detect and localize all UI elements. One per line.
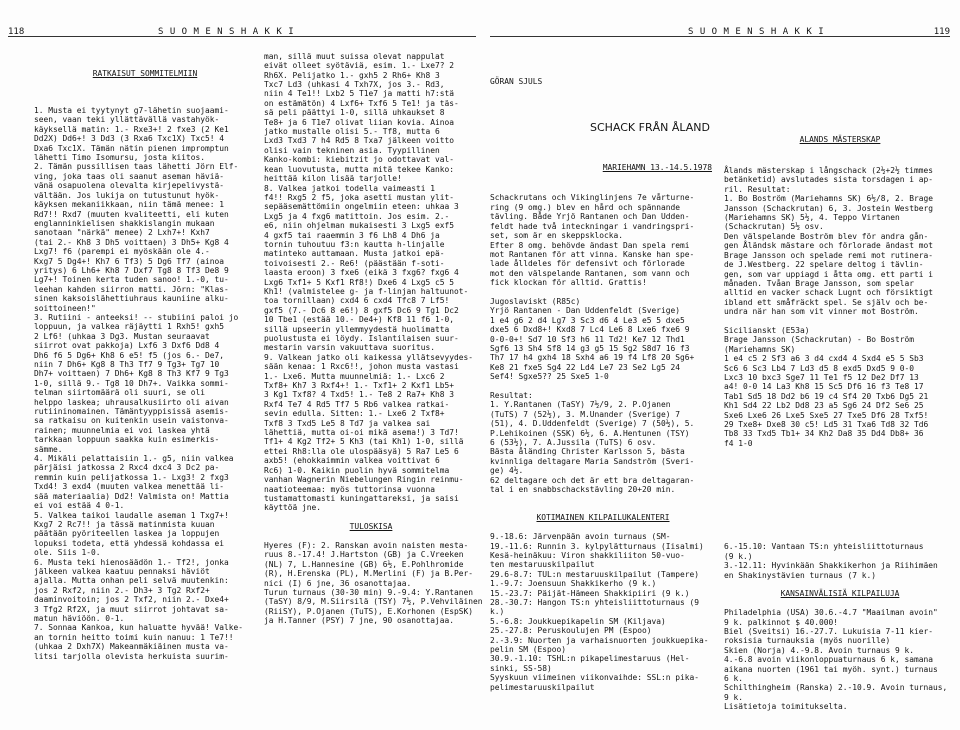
text-line xyxy=(490,382,716,391)
text-line: Lg7+! Toinen kerta tuden sanoo! 1.-0, tu- xyxy=(34,275,229,285)
text-line: 5.-6.8: Joukkuepikapelin SM (Kiljava) xyxy=(490,616,666,626)
page-number: 119 xyxy=(933,27,950,37)
text-line: puolustusta ei löydy. Islantilaisen suur- xyxy=(264,334,459,343)
text-line: ril. Resultat: xyxy=(724,184,791,194)
text-line: (Schackrutan) 5½ osv. xyxy=(724,222,824,232)
text-line: sillä upseerin yllemmyydestä huolimatta xyxy=(264,324,450,334)
text-line xyxy=(724,317,956,326)
text-line: Skien (Norja) 4.-9.8. Avoin turnaus 9 k. xyxy=(724,645,915,655)
text-line: axb5! (ehokkaimmin valkea voittivat 6 xyxy=(264,456,440,466)
text-line: loppuun, ja valkea räjäytti 1 Rxh5! gxh5 xyxy=(34,322,225,332)
text-line: on estämätön) 4 Lxf6+ Txf6 5 Te1! ja täs- xyxy=(264,98,459,108)
text-line: 25.-27.8: Peruskoulujen PM (Espoo) xyxy=(490,626,652,636)
text-line: Brage Jansson och spelade remi mot rutinera- xyxy=(724,250,934,260)
text-line: vänä osapuolena olevalta kirjepelivystä- xyxy=(34,181,225,191)
text-line: Lxg7! f6 (parempi ei myöskään ole 4.- xyxy=(34,247,210,257)
text-line: Ke8 21 fxe5 Sg4 22 Ld4 Le7 23 Se2 Lg5 24 xyxy=(490,362,681,372)
text-line: e6, niin ohjelman mukaisesti 3 Lxg5 exf5 xyxy=(264,221,455,231)
text-line: kvinnliga deltagare Maria Sandström (Sveri- xyxy=(490,456,695,466)
text-line xyxy=(724,514,956,523)
text-line: Kesä-heinäkuu: Viron shakkiliiton 50-vuo- xyxy=(490,550,685,560)
text-line: 3 Tfg2 Rf2X, ja muut siirrot johtavat sa- xyxy=(34,604,229,614)
text-line: Brage Jansson (Schackrutan) - Bo Boström xyxy=(724,335,915,345)
text-line xyxy=(264,513,478,522)
text-line: 1.-9.7: Joensuun Shakkikerho (9 k.) xyxy=(490,579,657,589)
text-line: Txf8 3 Txd5 Le5 8 Td7 ja valkea sai xyxy=(264,418,431,428)
text-line: (Mariehamns SK) 5½, 4. Teppo Virtanen xyxy=(724,213,900,223)
text-line: Te8+ ja 6 T1e7 olivat liian kovia. Ainoa xyxy=(264,117,455,127)
left-page-header xyxy=(8,0,476,37)
text-line: rutiininomainen. Tämäntyyppisissä asemis- xyxy=(34,407,229,417)
text-line: Tb8 33 Txd5 Tb1+ 34 Kh2 Da8 35 Dd4 Db8+ 36 xyxy=(724,429,924,439)
text-line: Biel (Sveitsi) 16.-27.7. Lukuisia 7-11 kier- xyxy=(724,626,934,636)
text-line: tarkkaan loppuun saakka kuin esimerkis- xyxy=(34,435,220,445)
text-line: Kxg7 2 Rc7!! ja tässä matinmista kuuan xyxy=(34,519,215,529)
text-line: an tornin heitto toimi kuin nanuu: 1 Te7!! xyxy=(34,632,234,642)
text-line: tornin tuhoutuu f3:n kautta h-linjalle xyxy=(264,239,445,249)
text-line: 6 k. xyxy=(724,673,744,683)
text-line: käyttöä jne. xyxy=(264,503,322,513)
text-line: helppo laskea; uhrausalkusiirto oli aivan xyxy=(34,397,229,407)
text-line: ei voi estää 4 0-1. xyxy=(34,501,125,511)
text-line: KANSAINVÄLISIÄ KILPAILUJA xyxy=(780,589,900,599)
text-line: lähetti Timo Isomursu, josta kiitos. xyxy=(34,153,206,163)
text-line: 7. Sonnaa Kankoa, kun haluatte hyvää! Valke- xyxy=(34,623,244,633)
text-line: Txc7 Ld3 (uhkasi 4 Txh7X, jos 3.- Rd3, xyxy=(264,80,445,90)
text-line: ajalla. Mutta onhan peli selvä muutenkin: xyxy=(34,576,229,586)
text-line xyxy=(490,494,716,503)
aland-text xyxy=(490,193,716,692)
text-line: gxf5 (7.- Dc6 8 e6!) 8 gxf5 Dc6 9 Tg1 Dc2 xyxy=(264,305,459,315)
section-title: RATKAISUT SOMMITELMIIN xyxy=(92,68,198,78)
text-line xyxy=(490,523,716,532)
text-line: lade ålldeles för defensivt och förlorade xyxy=(490,259,685,269)
text-line: sepääsemättömiin ongelmiin eteen: uhkaa 3 xyxy=(264,202,459,212)
text-line: daaminvoitoin; jos 2 Txf2, niin 2.- Dxe4+ xyxy=(34,595,229,605)
text-line: 4. Mikäli pelattaisiin 1.- g5, niin valkea xyxy=(34,454,234,464)
text-line xyxy=(264,532,478,541)
text-line: Kh1! (valmistelee g- ja f-linjan haltuunot- xyxy=(264,286,469,296)
text-line: 1 e4 g6 2 d4 Lg7 3 Sc3 d6 4 Le3 e5 5 dxe5 xyxy=(490,315,685,325)
text-line: (uhkaa 2 Dxh7X) Makeanmäkiäinen musta va- xyxy=(34,642,229,652)
text-line xyxy=(724,599,956,608)
text-line: englanninkielisen shakkislangin mukaan xyxy=(34,218,215,228)
text-line: en Shakinystävien turnaus (7 k.) xyxy=(724,570,877,580)
text-line: 1 e4 c5 2 Sf3 a6 3 d4 cxd4 4 Sxd4 e5 5 Sb3 xyxy=(724,354,924,364)
text-line: Txd4! 3 exd4 (muuten valkea menettää li- xyxy=(34,482,225,492)
text-line xyxy=(724,476,956,485)
text-line: mestarin varsin vakuuttava suoritus. xyxy=(264,343,436,353)
text-line xyxy=(724,486,956,495)
text-line: 3.-12.11: Hyvinkään Shakkikerhon ja Riihimäen xyxy=(724,561,938,571)
text-line: pärjäisi jatkossa 2 Rxc4 dxc4 3 Dc2 pa- xyxy=(34,463,220,473)
text-line: 15.-23.7: Päijät-Hämeen Shakkipiiri (9 k.) xyxy=(490,588,690,598)
text-line: Jugoslaviskt (R85c) xyxy=(490,296,581,306)
text-line: f4!! Rxg5 2 f5, joka asetti mustan ylit- xyxy=(264,192,455,202)
text-line: ge) 4½. xyxy=(490,466,524,476)
text-line: 1.- Lxe6. Mutta muunnelmiä: 1.- Lxc6 2 xyxy=(264,371,445,381)
text-line: 1. Musta ei tyytynyt g7-lähetin suojaami- xyxy=(34,106,229,116)
solutions-text xyxy=(34,106,256,661)
text-line: eivät olleet syötäviä, esim. 1.- Lxe7? 2 xyxy=(264,61,455,71)
text-line: aikana nuorten (1961 tai myöh. synt.) turnaus xyxy=(724,664,938,674)
text-line: Tab1 Sd5 18 Dd2 b6 19 c4 Sf4 20 Txb6 Dg5 21 xyxy=(724,391,929,401)
running-title: S U O M E N S H A K K I xyxy=(158,27,295,37)
text-line: Ålands mästerskap i långschack (2½+2½ timmes xyxy=(724,166,934,176)
text-line: Dh7+ voittaen) 7 Dh6+ Kg8 8 Th3 Kf7 9 Tg3 xyxy=(34,369,229,379)
text-line: sää materiaalia) Dd2! Valmista on! Mattia xyxy=(34,491,229,501)
text-line: 9. Valkean jatko oli kaikessa yllätsevyydes- xyxy=(264,352,474,362)
text-line: 10 Tbe1 (estää 10.- De4+) Kf8 11 f6 1-0, xyxy=(264,315,455,325)
text-line: Turun turnaus (30-30 min) 9.-9.4: Y.Rantanen xyxy=(264,587,474,597)
text-line: litsi tarjolla olevista herkuista suurim- xyxy=(34,651,229,661)
text-line: Dd2X) Dd6+! 3 Dd3 (3 Rxa6 Txc1X) Txc5! 4 xyxy=(34,134,225,144)
text-line: 2.-3.9: Nuorten ja varhaisnuorten joukkuepika- xyxy=(490,635,709,645)
text-line: 6 (53½), 7. A.Jussila (TuTS) 6 osv. xyxy=(490,438,657,448)
text-line xyxy=(724,533,956,542)
text-line: (TuTS) 7 (52½), 3. M.Unander (Sverige) 7 xyxy=(490,409,681,419)
text-line: sä peli päättyi 1-0, sillä uhkaukset 8 xyxy=(264,108,445,118)
text-line: (NL) 7, L.Hannesine (GB) 6½, E.Pohlhromide xyxy=(264,559,464,569)
text-line: Philadelphia (USA) 30.6.-4.7 "Maailman avoin" xyxy=(724,608,938,618)
text-line: siirrot ovat pakkoja) Lxf6 3 Dxf6 Dd8 4 xyxy=(34,341,220,351)
text-line: sevin edulla. Sitten: 1.- Lxe6 2 Txf8+ xyxy=(264,409,445,419)
text-line: mot den välspelande Rantanen, som vann och xyxy=(490,268,690,278)
right-page-header xyxy=(490,0,950,37)
text-line: toivoisesti 2.- Re6! (päästään f-soti- xyxy=(264,258,445,268)
text-line xyxy=(490,288,716,297)
text-line: käyksen mekaniikkaan, niin tämä menee: 1 xyxy=(34,200,225,210)
text-line: P.Lehikoinen (SSK) 6½, 6. A.Hentunen (TSY) xyxy=(490,428,690,438)
text-line: soittoineen!" xyxy=(34,303,96,313)
text-line: ettei Rh8:lla ole ulospääsyä) 5 Ra7 Le5 6 xyxy=(264,446,459,456)
column-continued xyxy=(264,33,483,644)
text-line xyxy=(724,458,956,467)
text-line: (RiiSY), P.Ojanen (TuTS), E.Korhonen (EspSK) xyxy=(264,606,474,616)
article-title: SCHACK FRÅN ÅLAND xyxy=(589,121,710,135)
right-page xyxy=(484,0,960,712)
text-line: Kanko-kombi: kiebitzit jo odottavat val- xyxy=(264,155,455,165)
text-line: ring (9 omg.) blev en hård och spännande xyxy=(490,202,681,212)
text-line: matinteko auttamaan. Musta jatkoi epä- xyxy=(264,249,445,259)
text-line xyxy=(724,580,956,589)
text-line: Kh1 Sd4 22 Lb2 Dd8 23 a5 Sg6 24 Df2 Se6 25 xyxy=(724,401,924,411)
text-line: (51), 4. D.Uddenfeldt (Sverige) 7 (50½), 5. xyxy=(490,419,695,429)
text-line: Th7 17 h4 gxh4 18 Sxh4 a6 19 f4 Lf8 20 Sg6+ xyxy=(490,353,695,363)
text-line: Lxd3 Txd3 7 h4 Rd5 8 Txa7 jälkeen voitto xyxy=(264,136,455,146)
text-line: 5. Valkea taikoi laudalle aseman 1 Txg7+! xyxy=(34,510,229,520)
text-line: roksisia turnauksia (myös nuorille) xyxy=(724,636,891,646)
text-line: månaden. Tvåan Brage Jansson, som spelar xyxy=(724,278,915,288)
text-line: Hyeres (F): 2. Ranskan avoin naisten mesta- xyxy=(264,540,469,550)
text-line: ruus 8.-17.4! J.Hartston (GB) ja C.Vreeken xyxy=(264,550,464,560)
text-line: dxe5 6 Dxd8+! Kxd8 7 Lc4 Le6 8 Lxe6 fxe6 9 xyxy=(490,325,690,335)
text-line: KOTIMAINEN KILPAILUKALENTERI xyxy=(536,513,670,523)
text-line: TULOSKISA xyxy=(349,522,393,532)
text-line: kean luovutusta, mutta mitä tekee Kanko: xyxy=(264,164,455,174)
text-line: 30.9.-1.10: TSHL:n pikapelimestaruus (Hel- xyxy=(490,654,690,664)
text-line: Sxe6 Lxe6 26 Lxe5 Sxe5 27 Txe5 Df6 28 Txf5! xyxy=(724,410,929,420)
text-line: vältään. Jos lukija on tutustunut hyök- xyxy=(34,190,220,200)
text-line: ving, joka taas oli saanut aseman häviä- xyxy=(34,171,225,181)
text-line: mot Rantanen för att vinna. Kanske han spe- xyxy=(490,249,695,259)
text-line: toa tornillaan) cxd4 6 cxd4 Tfc8 7 Lf5! xyxy=(264,296,450,306)
text-line: 2 Lf6! (uhkaa 3 Dg3. Mustan seuraavat xyxy=(34,331,210,341)
text-line: Jansson (Schackrutan) 6, 3. Jostein Westberg xyxy=(724,203,934,213)
text-line: (R), H.Erenska (PL), M.Merlini (F) ja B.Per- xyxy=(264,569,474,579)
text-line: Bästa åländing Christer Karlsson 5, bästa xyxy=(490,447,685,457)
text-line: Rc6) 1-0. Kaikin puolin hyvä sommitelma xyxy=(264,465,450,475)
text-line xyxy=(490,504,716,513)
text-line: ole. Siis 1-0. xyxy=(34,548,101,558)
text-line: 1. Bo Boström (Mariehamns SK) 6½/8, 2. Brage xyxy=(724,194,934,204)
text-line: Lxg6 Txf1+ 5 Kxf1 Rf8!) Dxe6 4 Lxg5 c5 5 xyxy=(264,277,455,287)
text-line: set, som är en skeppsklocka. xyxy=(490,231,624,241)
text-line: päätään pyöriteellen laskea ja loppujen xyxy=(34,529,220,539)
text-line: Efter 8 omg. behövde ändast Dan spela remi xyxy=(490,240,690,250)
text-line: Sicilianskt (E53a) xyxy=(724,325,810,335)
text-line: Den välspelande Boström blev för andra gån- xyxy=(724,231,929,241)
text-line: Rh6X. Pelijatko 1.- gxh5 2 Rh6+ Kh8 3 xyxy=(264,70,440,80)
text-line: Rd7!! Rxd7 (muuten kvaliteetti, eli kuten xyxy=(34,209,229,219)
text-line xyxy=(724,467,956,476)
text-line: fick klockan för alltid. Grattis! xyxy=(490,278,647,288)
text-line xyxy=(724,495,956,504)
text-line: Schackrutans och Vikinglinjens 7e vårturne- xyxy=(490,193,695,203)
text-line: (Mariehamns SK) xyxy=(724,344,796,354)
text-line: Yrjö Rantanen - Dan Uddenfeldt (Sverige) xyxy=(490,306,681,316)
text-line: sinki, SS-58) xyxy=(490,663,552,673)
text-line: pelin SM (Espoo) xyxy=(490,644,567,654)
text-line: jos 2 Rxf2, niin 2.- Dh3+ 3 Tg2 Rxf2+ xyxy=(34,585,210,595)
text-line: gen, som var uppiagd i åtta omg. ett parti i xyxy=(724,269,934,279)
article-author: GÖRAN SJULS xyxy=(490,76,543,86)
text-line: 3 Kg1 Txf8? 4 Txd5! 1.- Te8 2 Ra7+ Kh8 3 xyxy=(264,390,455,400)
text-line: 3. Rutiini - anteeksi! -- stubiini paloi jo xyxy=(34,312,239,322)
left-page xyxy=(0,0,484,661)
text-line: 0-0-0+! Sd7 10 Sf3 h6 11 Td2! Ke7 12 Thd1 xyxy=(490,334,685,344)
text-line: ja H.Tanner (PSY) 7 jne, 90 osanottajaa. xyxy=(264,616,455,626)
text-line: a4! 0-0 14 La3 Kh8 15 Sc5 Df6 16 f3 Te8 17 xyxy=(724,382,924,392)
text-line: olisi vain tekninen asia. Tyypillinen xyxy=(264,145,440,155)
continued-text xyxy=(264,51,483,626)
text-line: k.) xyxy=(490,607,505,617)
text-line: Lxc3 10 bxc3 Sge7 11 Te1 f5 12 De2 Df7 13 xyxy=(724,372,919,382)
text-line: tal i en snabbschackstävling 20+20 min. xyxy=(490,485,676,495)
text-line: niin 4 Te1!! Lxb2 5 T1e7 ja matti h7:stä xyxy=(264,89,455,99)
text-line: sään kenaa: 1 Rxc6!!, johon musta vastasi xyxy=(264,362,459,372)
text-line: Tf1+ 4 Kg2 Tf2+ 5 Kh3 (tai Kh1) 1-0, sillä xyxy=(264,437,464,447)
page-number: 118 xyxy=(8,27,25,37)
running-title: S U O M E N S H A K K I xyxy=(688,27,825,37)
text-line: 9 k. xyxy=(724,692,744,702)
text-line: sämme. xyxy=(34,444,63,454)
text-line: sinen kaksoislähettiuhraus kauniine alku- xyxy=(34,294,229,304)
text-line: man, sillä muut suissa olevat nappulat xyxy=(264,51,445,61)
text-line: 29.6-8.7: TUL:n mestaruuskilpailut (Tampere) xyxy=(490,569,700,579)
text-line: telman siirtomäärä oli suuri, se oli xyxy=(34,388,206,398)
text-line: 6.-15.10: Vantaan TS:n yhteisliittoturnaus xyxy=(724,542,924,552)
text-line: nici (I) 6 jne, 36 osanottajaa. xyxy=(264,578,412,588)
text-line: Sc6 6 Sc3 Lb4 7 Ld3 d5 8 exd5 Dxd5 9 0-0 xyxy=(724,363,915,373)
text-line: tävling. Både Yrjö Rantanen och Dan Udden- xyxy=(490,212,690,222)
text-line: 29 Txe8+ Dxe8 30 c5! Ld5 31 Txa6 Td8 32 Td6 xyxy=(724,420,929,429)
text-line: leehan kahden siirron matti. Jörn: "Klas- xyxy=(34,284,229,294)
text-line: rainen; muunnelmia ei voi laskea yhtä xyxy=(34,425,210,435)
text-line: seen, vaan teki yllättävällä vastahyök- xyxy=(34,115,220,125)
text-line: Schilthingheim (Ranska) 2.-10.9. Avoin turnaus, xyxy=(724,683,948,693)
text-line: 9 k. palkinnot $ 40.000! xyxy=(724,617,839,627)
text-line: lopuksi todeta, että yhdessä kohdassa ei xyxy=(34,538,225,548)
text-line: 6. Musta teki hienosäädön 1.- Tf2!, jonka xyxy=(34,557,229,567)
text-line: laasta eroon) 3 fxe6 (eikä 3 fxg6? fxg6 4 xyxy=(264,268,459,278)
text-line xyxy=(724,505,956,514)
text-line: matun häviöön. 0-1. xyxy=(34,613,125,623)
mastership-title: ALANDS MÄSTERSKAP xyxy=(799,134,881,144)
text-line xyxy=(724,523,956,532)
text-line: yritys) 6 Lh6+ Kh8 7 Dxf7 Tg8 8 Tf3 De8 9 xyxy=(34,265,229,275)
text-line: Rxf4 Te7 4 Rd5 Tf7 5 Rb6 valkea ratkai- xyxy=(264,399,450,409)
text-line: 4.-6.8 avoin viikonloppuaturnaus 6 k, samana xyxy=(724,655,934,665)
text-line: Kxg7 5 Dg4+! Kh7 6 Tf3) 5 Dg6 Tf7 (ainoa xyxy=(34,256,225,266)
text-line: 9.-18.6: Järvenpään avoin turnaus (SM- xyxy=(490,532,671,542)
text-line: 19.-11.6: Runnin 3. kylpylätturnaus (Iisalmi) xyxy=(490,541,704,551)
text-line: undra när han som vit vinner mot Boström. xyxy=(724,307,919,317)
text-line: jatko mustalle olisi 5.- Tf8, mutta 6 xyxy=(264,127,440,137)
text-line: 1-0, sillä 9.- Tg8 10 Dh7+. Vaikka sommi- xyxy=(34,378,229,388)
column-solutions xyxy=(34,50,256,680)
text-line: gen Åländsk mästare och förlorade ändast mot xyxy=(724,241,934,251)
text-line: (TaSY) 8/9, M.Siirsilä (TSY) 7½, P.Vehviläinen xyxy=(264,597,483,607)
text-line: niin 7 Dh6+ Kg8 8 Th3 Tf7 9 Tg3+ Tg7 10 xyxy=(34,360,220,369)
text-line: Txf8+ Kh7 3 Rxf4+! 1.- Txf1+ 2 Kxf1 Lb5+ xyxy=(264,381,455,391)
text-line: 8. Valkea jatkoi todella vaimeasti 1 xyxy=(264,183,436,193)
article-date: MARIEHAMN 13.-14.5.1978 xyxy=(602,163,712,173)
column-aland xyxy=(490,58,716,711)
text-line: Dxa6 Txc1X. Tämän nätin pienen impromptun xyxy=(34,143,229,153)
text-line: 4 gxf5 tai raaemmin 3 f6 Lh8 4 Dh6 ja xyxy=(264,230,440,240)
text-line: Lisätietoja toimitukselta. xyxy=(724,702,848,712)
text-line: heittää kilon lisää tarjolle! xyxy=(264,174,402,184)
text-line: Dh6 f6 5 Dg6+ Kh8 6 e5! f5 (jos 6.- De7, xyxy=(34,350,225,360)
text-line: käyksellä matin: 1.- Rxe3+! 2 fxe3 (2 Ke1 xyxy=(34,124,229,134)
text-line: de J.Westberg. 22 spelare deltog i tävlin- xyxy=(724,260,924,270)
text-line: (9 k.) xyxy=(724,551,753,561)
text-line xyxy=(724,448,956,457)
text-line: pelimestaruuskilpailut xyxy=(490,682,595,692)
text-line: sa ratkaisu on kuitenkin usein vaistonva- xyxy=(34,416,229,426)
text-line: naatioteemaa: myös tuttorinsa vuonna xyxy=(264,484,436,494)
text-line: ibland ett småfräckt spel. Se själv och be- xyxy=(724,297,929,307)
text-line: betänketid) avslutades sista torsdagen i ap- xyxy=(724,175,934,185)
text-line: sanotaan "närkä" menee) 2 Lxh7+! Kxh7 xyxy=(34,228,210,238)
text-line: remmin kuin pelijatkossa 1.- Lxg3! 2 fxg3 xyxy=(34,472,229,482)
text-line: Sgf6 13 Sh4 Sf8 14 g3 g5 15 Sg2 S8d7 16 f3 xyxy=(490,343,690,353)
text-line: 62 deltagare och det är ett bra deltagaran- xyxy=(490,475,695,485)
text-line: 2. Tämän pussillisen taas lähetti Jörn Elf- xyxy=(34,162,239,172)
text-line: Lxg5 ja 4 fxg6 matittoin. Jos esim. 2.- xyxy=(264,211,450,221)
text-line: Sef4! Sgxe5?? 25 Sxe5 1-0 xyxy=(490,372,609,382)
text-line: Syyskuun viimeinen viikonvaihde: SSL:n pika- xyxy=(490,673,700,683)
text-line: (tai 2.- Kh8 3 Dh5 voittaen) 3 Dh5+ Kg8 4 xyxy=(34,237,229,247)
text-line: ten mestaruuskilpailut xyxy=(490,560,595,570)
text-line: Resultat: xyxy=(490,391,533,400)
column-mastership xyxy=(724,116,956,730)
text-line: f4 1-0 xyxy=(724,438,753,448)
text-line: alltid en vacker schack Lugnt och försiktigt xyxy=(724,288,934,298)
text-line: vanhan Wagnerin Niebelungen Ringin reinmu- xyxy=(264,475,464,485)
text-line: 1. Y.Rantanen (TaSY) 7½/9, 2. P.Ojanen xyxy=(490,400,671,410)
text-line: lähettiä, mutta oi-oi mikä asema!) 3 Td7! xyxy=(264,428,459,438)
text-line: tustamattomasti kuningattareksi, ja saisi xyxy=(264,493,459,503)
text-line: jälkeen valkea kaatuu pennaksi häviöt xyxy=(34,566,210,576)
mastership-text xyxy=(724,166,956,712)
text-line: feldt hade två inteckningar i vandringspri- xyxy=(490,221,695,231)
text-line: 28.-30.7: Hangon TS:n yhteisliittoturnaus (9 xyxy=(490,597,700,607)
